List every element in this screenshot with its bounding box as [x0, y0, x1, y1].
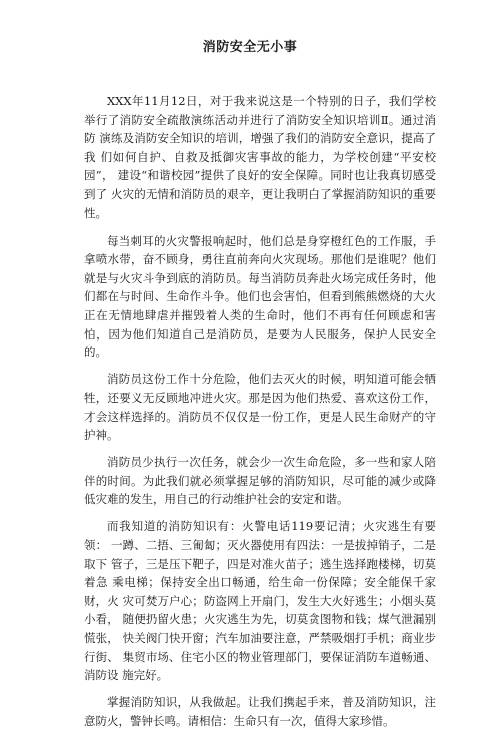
paragraph-fire-safety-tips: 而我知道的消防知识有：火警电话119要记清；火灾逃生有要领： 一蹲、二捂、三匍匐；灭火器使用有四法：一是拔掉销子，二是取下 管子，三是压下靶子，四是对准火苗子；逃生选择跑楼梯，切莫着急 乘电梯；保持安全出口畅通，给生命一份保障；安全能保千家财，火 灾可焚万户心；防盗网上开扇门，发生大火好逃生；小烟头莫小看， 随便扔留火患；火灾逃生为先，切莫贪图物和钱；煤气泄漏别慌张， 快关阀门快开窗；汽车加油要注意，严禁吸烟打手机；商业步行街、 集贸市场、住宅小区的物业管理部门，要保证消防车道畅通、消防设 施完好。	[84, 519, 436, 683]
paragraph-danger: 消防员这份工作十分危险，他们去灭火的时候，明知道可能会牺 牲，还要义无反顾地冲进火灾。那是因为他们热爱、喜欢这份工作， 才会这样选择的。消防员不仅仅是一份工作，更是人民生命财产的守 护神。	[84, 372, 436, 443]
paragraph-conclusion: 掌握消防知识，从我做起。让我们携起手来，普及消防知识，注 意防火，警钟长鸣。请相信：生命只有一次，值得大家珍惜。	[84, 695, 436, 728]
paragraph-intro: XXX年11月12日，对于我来说这是一个特别的日子，我们学校 举行了消防安全疏散演练活动并进行了消防安全知识培训Ⅱ。通过消防 演练及消防安全知识的培训，增强了我们的消防安全意识，提高了我 们如何自护、自救及抵御灾害事故的能力，为学校创建“平安校园”， 建设“和谐校园”提供了良好的安全保障。同时也让我真切感受到了 火灾的无情和消防员的艰辛，更让我明白了掌握消防知识的重要性。	[84, 94, 436, 220]
paragraph-knowledge-importance: 消防员少执行一次任务，就会少一次生命危险，多一些和家人陪 伴的时间。为此我们就必须掌握足够的消防知识，尽可能的减少或降 低灾难的发生，用自己的行动维护社会的安定和谐。	[84, 455, 436, 507]
paragraph-firefighters: 每当刺耳的火灾警报响起时，他们总是身穿橙红色的工作服，手 拿喷水带，奋不顾身，勇往直前奔向火灾现场。那他们是谁呢？他们 就是与火灾斗争到底的消防员。每当消防员奔赴火场完成任务时，他 们都在与时间、生命作斗争。他们也会害怕，但看到熊熊燃烧的大火 正在无情地肆虐并摧毁着人类的生命时，他们不再有任何顾虑和害怕，因为他们知道自己是消防员，是要为人民服务，保护人民安全的。	[84, 233, 436, 360]
document-title: 消防安全无小事	[202, 40, 298, 55]
document-body	[84, 92, 436, 739]
